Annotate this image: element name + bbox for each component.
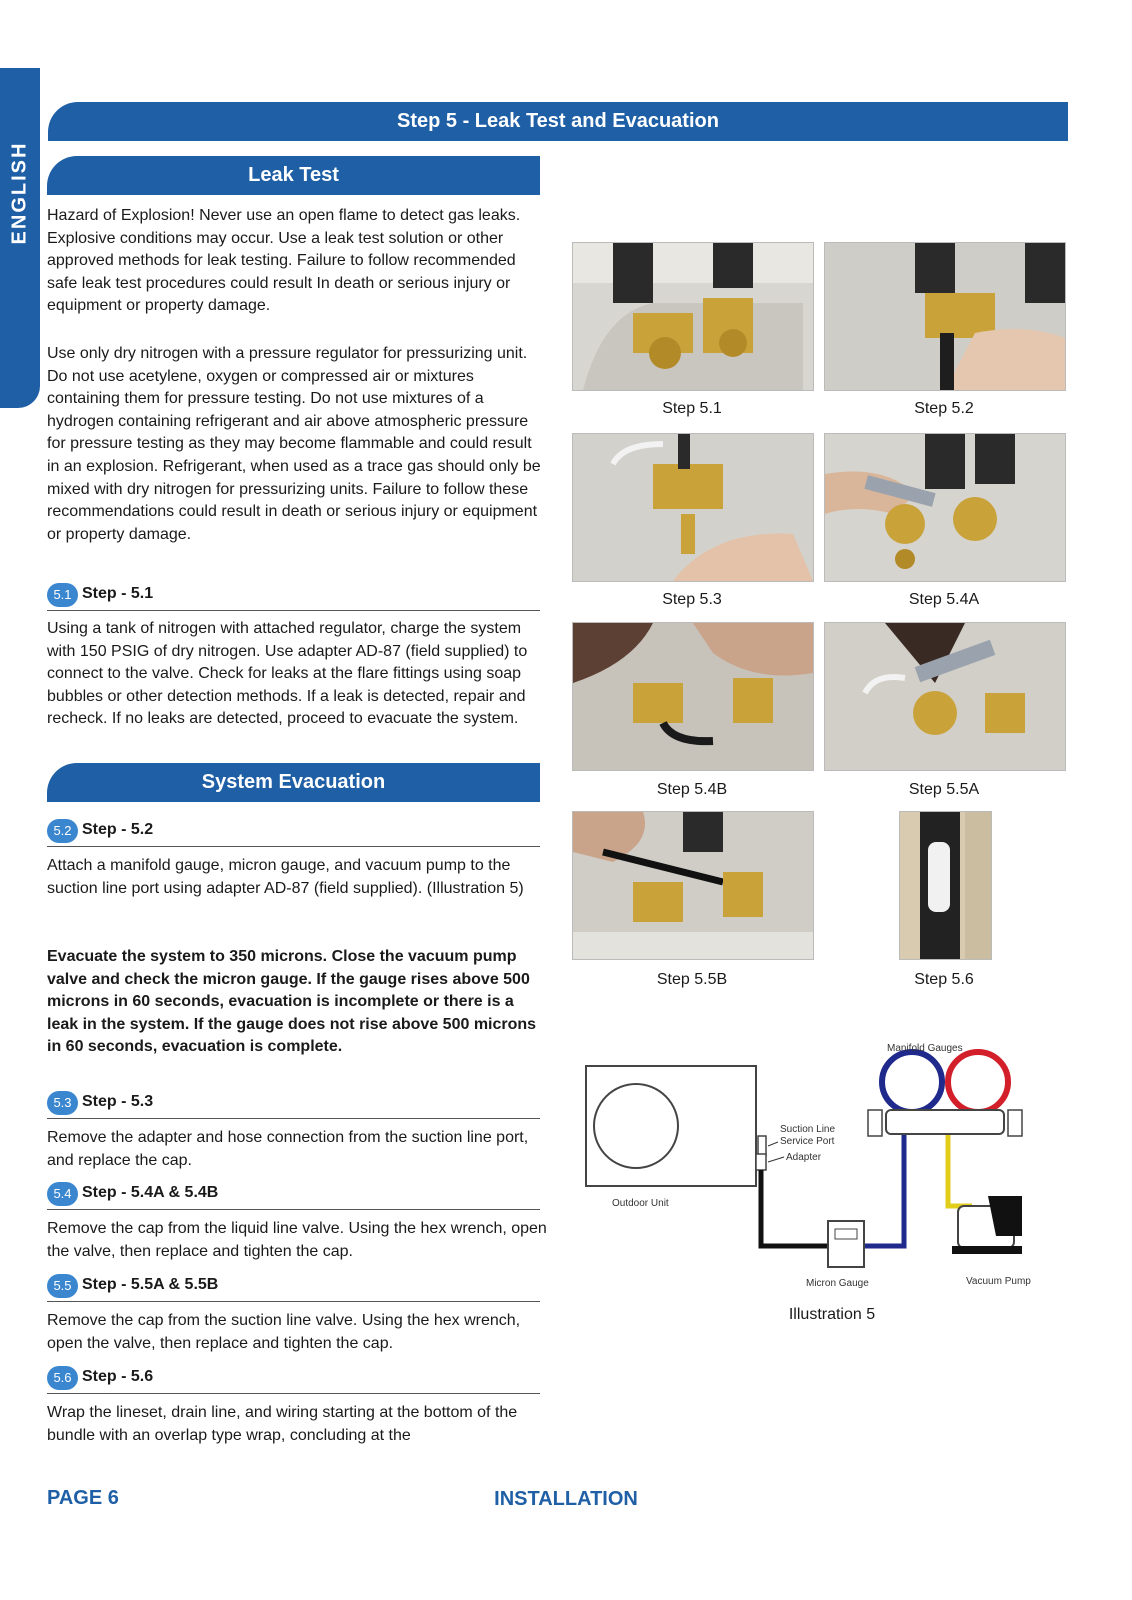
outdoor-unit-fan [594, 1084, 678, 1168]
illustration-5-caption: Illustration 5 [788, 1306, 876, 1323]
main-section-banner: Step 5 - Leak Test and Evacuation [48, 102, 1068, 141]
step-title: Step - 5.1 [82, 585, 154, 602]
caption-step-5-1: Step 5.1 [662, 400, 722, 417]
photo-step-5-2 [824, 242, 1066, 391]
caption-step-5-5b: Step 5.5B [656, 971, 728, 988]
footer-page-number: PAGE 6 [47, 1487, 119, 1509]
step-title: Step - 5.2 [82, 821, 154, 838]
photo-step-5-1 [572, 242, 814, 391]
step-badge: 5.4 [47, 1182, 78, 1206]
red-manifold-gauge [948, 1052, 1008, 1112]
label-adapter: Adapter [786, 1152, 822, 1163]
photo-step-5-5a [824, 622, 1066, 771]
step-title: Step - 5.5A & 5.5B [82, 1276, 219, 1293]
step-badge: 5.1 [47, 583, 78, 607]
step-badge: 5.5 [47, 1274, 78, 1298]
step-5-2-bold-instruction: Evacuate the system to 350 microns. Close the vacuum pump valve and check the micron gauge. If the gauge rises above 500 microns in 60 seconds, evacuation is incomplete or there is a leak in the system. If the gauge does not rise above 500 microns in 60 seconds, evacuation is complete. [47, 948, 537, 1056]
photo-step-5-3 [572, 433, 814, 582]
step-5-2-header [47, 816, 540, 847]
step-5-6-header [47, 1363, 540, 1394]
caption-step-5-4b: Step 5.4B [656, 781, 728, 798]
step-badge: 5.2 [47, 819, 78, 843]
step-5-4-text: Remove the cap from the liquid line valve. Using the hex wrench, open the valve, then replace and tighten the cap. [47, 1220, 547, 1260]
label-micron-gauge: Micron Gauge [806, 1278, 869, 1289]
photo-step-5-4a [824, 433, 1066, 582]
step-5-3-text: Remove the adapter and hose connection from the suction line port, and replace the cap. [47, 1129, 529, 1169]
leak-test-heading: Leak Test [47, 156, 540, 195]
step-5-1-text: Using a tank of nitrogen with attached regulator, charge the system with 150 PSIG of dry nitrogen. Use adapter AD-87 (field supplied) to connect to the valve. Check for leaks at the flare fittings using soap bubbles or other detection methods. If a leak is detected, repair and recheck. If no leaks are detected, proceed to evacuate the system. [47, 620, 528, 728]
step-title: Step - 5.6 [82, 1368, 154, 1385]
label-manifold-gauges: Manifold Gauges [887, 1043, 963, 1054]
step-5-6-text: Wrap the lineset, drain line, and wiring starting at the bottom of the bundle with an overlap type wrap, concluding at the [47, 1404, 518, 1444]
caption-step-5-4a: Step 5.4A [908, 591, 980, 608]
label-vacuum-pump: Vacuum Pump [966, 1276, 1031, 1287]
language-side-tab [0, 68, 40, 408]
caption-step-5-6: Step 5.6 [914, 971, 974, 988]
photo-step-5-6 [899, 811, 992, 960]
label-outdoor-unit: Outdoor Unit [612, 1198, 669, 1209]
caption-step-5-5a: Step 5.5A [908, 781, 980, 798]
illustration-5-diagram [582, 1036, 1032, 1296]
caption-step-5-3: Step 5.3 [662, 591, 722, 608]
system-evacuation-heading: System Evacuation [47, 763, 540, 802]
label-suction-line: Suction Line [780, 1124, 836, 1135]
nitrogen-warning-paragraph: Use only dry nitrogen with a pressure regulator for pressurizing unit. Do not use acetylene, oxygen or compressed air or mixtures containing them for pressure testing. Do not use mixtures of a hydrogen containing refrigerant and air above atmospheric pressure for pressure testing as they may become flammable and could result in an explosion. Refrigerant, when used as a trace gas should only be mixed with dry nitrogen for pressurizing units. Failure to follow these recommendations could result in death or serious injury or equipment or property damage. [47, 345, 541, 543]
caption-step-5-2: Step 5.2 [914, 400, 974, 417]
step-5-5-header [47, 1271, 540, 1302]
step-badge: 5.3 [47, 1091, 78, 1115]
language-label: ENGLISH [8, 141, 31, 245]
step-title: Step - 5.4A & 5.4B [82, 1184, 219, 1201]
step-5-1-header [47, 580, 540, 611]
step-5-2-text: Attach a manifold gauge, micron gauge, and vacuum pump to the suction line port using adapter AD-87 (field supplied). (Illustration 5) [47, 857, 524, 897]
blue-manifold-gauge [882, 1052, 942, 1112]
photo-step-5-5b [572, 811, 814, 960]
label-service-port: Service Port [780, 1136, 835, 1147]
step-badge: 5.6 [47, 1366, 78, 1390]
step-title: Step - 5.3 [82, 1093, 154, 1110]
step-5-3-header [47, 1088, 540, 1119]
micron-gauge-shape [828, 1221, 864, 1267]
step-5-4-header [47, 1179, 540, 1210]
leak-test-warning-paragraph: Hazard of Explosion! Never use an open flame to detect gas leaks. Explosive conditions may occur. Use a leak test solution or other approved methods for leak testing. Failure to follow recommended safe leak test procedures could result In death or serious injury or equipment or property damage. [47, 207, 521, 315]
footer-section-title: INSTALLATION [494, 1488, 638, 1510]
step-5-5-text: Remove the cap from the suction line valve. Using the hex wrench, open the valve, then replace and tighten the cap. [47, 1312, 521, 1352]
photo-step-5-4b [572, 622, 814, 771]
